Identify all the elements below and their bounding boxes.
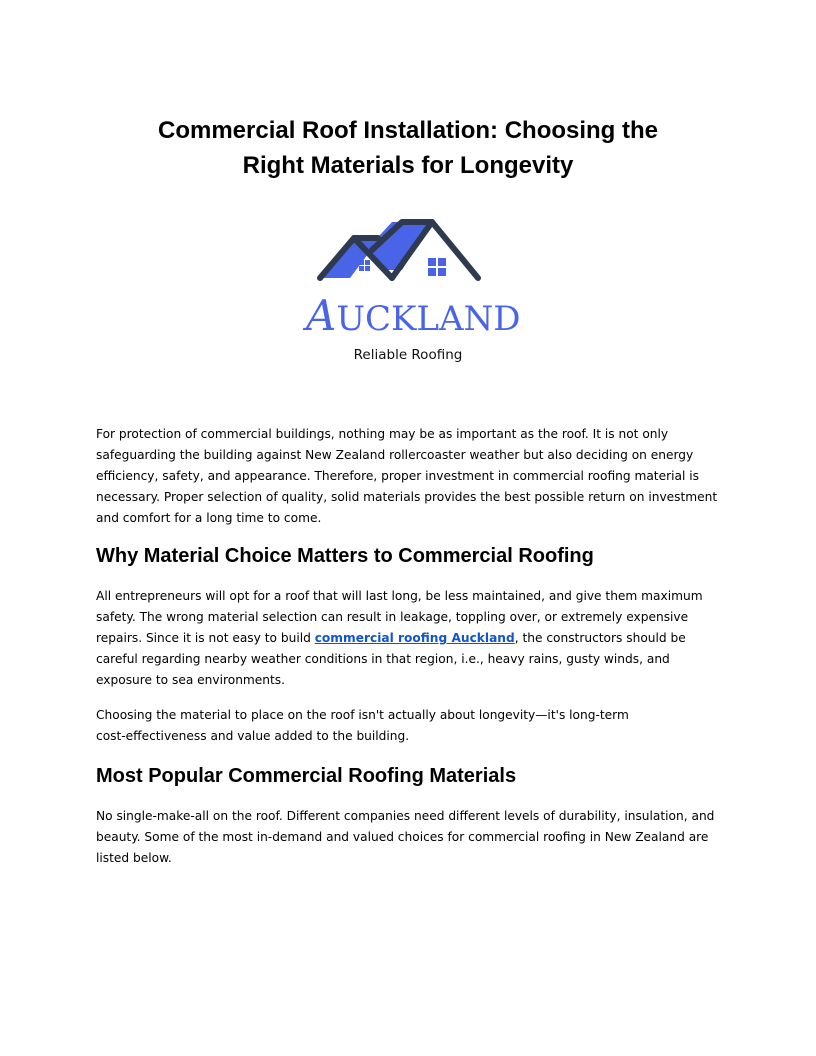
section-heading-popular-materials: Most Popular Commercial Roofing Materials	[96, 765, 517, 787]
material-choice-text-after-link: , the constructors should be careful regarding nearby weather conditions in that region, i.e., heavy rains, gusty winds, and exposure to sea environments.	[96, 631, 686, 687]
window-small-icon	[359, 260, 370, 271]
longevity-paragraph	[96, 705, 720, 747]
material-choice-text-before-link: All entrepreneurs will opt for a roof that will last long, be less maintained, and give them maximum safety. The wrong material selection can result in leakage, toppling over, or extremely expensive repairs. Since it is not easy to build	[96, 589, 703, 645]
popular-materials-paragraph: No single-make-all on the roof. Different companies need different levels of durability, insulation, and beauty. Some of the most in-demand and valued choices for commercial roofing in New Zealand are listed below.	[96, 809, 715, 865]
longevity-line-1: Choosing the material to place on the roof isn't actually about longevity—it's long-term	[96, 708, 629, 722]
longevity-line-2: cost-effectiveness and value added to the building.	[96, 729, 410, 743]
document-title	[96, 113, 720, 183]
house-roof-icon	[306, 210, 510, 290]
logo-tagline: Reliable Roofing	[353, 347, 463, 363]
commercial-roofing-auckland-link[interactable]: commercial roofing Auckland	[314, 631, 515, 645]
document-title-line-2: Right Materials for Longevity	[242, 152, 574, 179]
logo-wordmark-rest: UCKLAND	[336, 299, 521, 339]
document-title-line-1: Commercial Roof Installation: Choosing the	[157, 117, 659, 144]
company-logo	[306, 210, 521, 370]
window-large-icon	[428, 258, 446, 276]
section-heading-material-choice: Why Material Choice Matters to Commercial Roofing	[96, 545, 594, 567]
intro-paragraph: For protection of commercial buildings, nothing may be as important as the roof. It is not only safeguarding the building against New Zealand rollercoaster weather but also deciding on energy efficiency, safety, and appearance. Therefore, proper investment in commercial roofing material is necessary. Proper selection of quality, solid materials provides the best possible return on investment and comfort for a long time to come.	[96, 427, 718, 525]
logo-wordmark	[306, 291, 521, 340]
logo-wordmark-initial: A	[306, 291, 337, 340]
material-choice-paragraph	[96, 586, 720, 691]
